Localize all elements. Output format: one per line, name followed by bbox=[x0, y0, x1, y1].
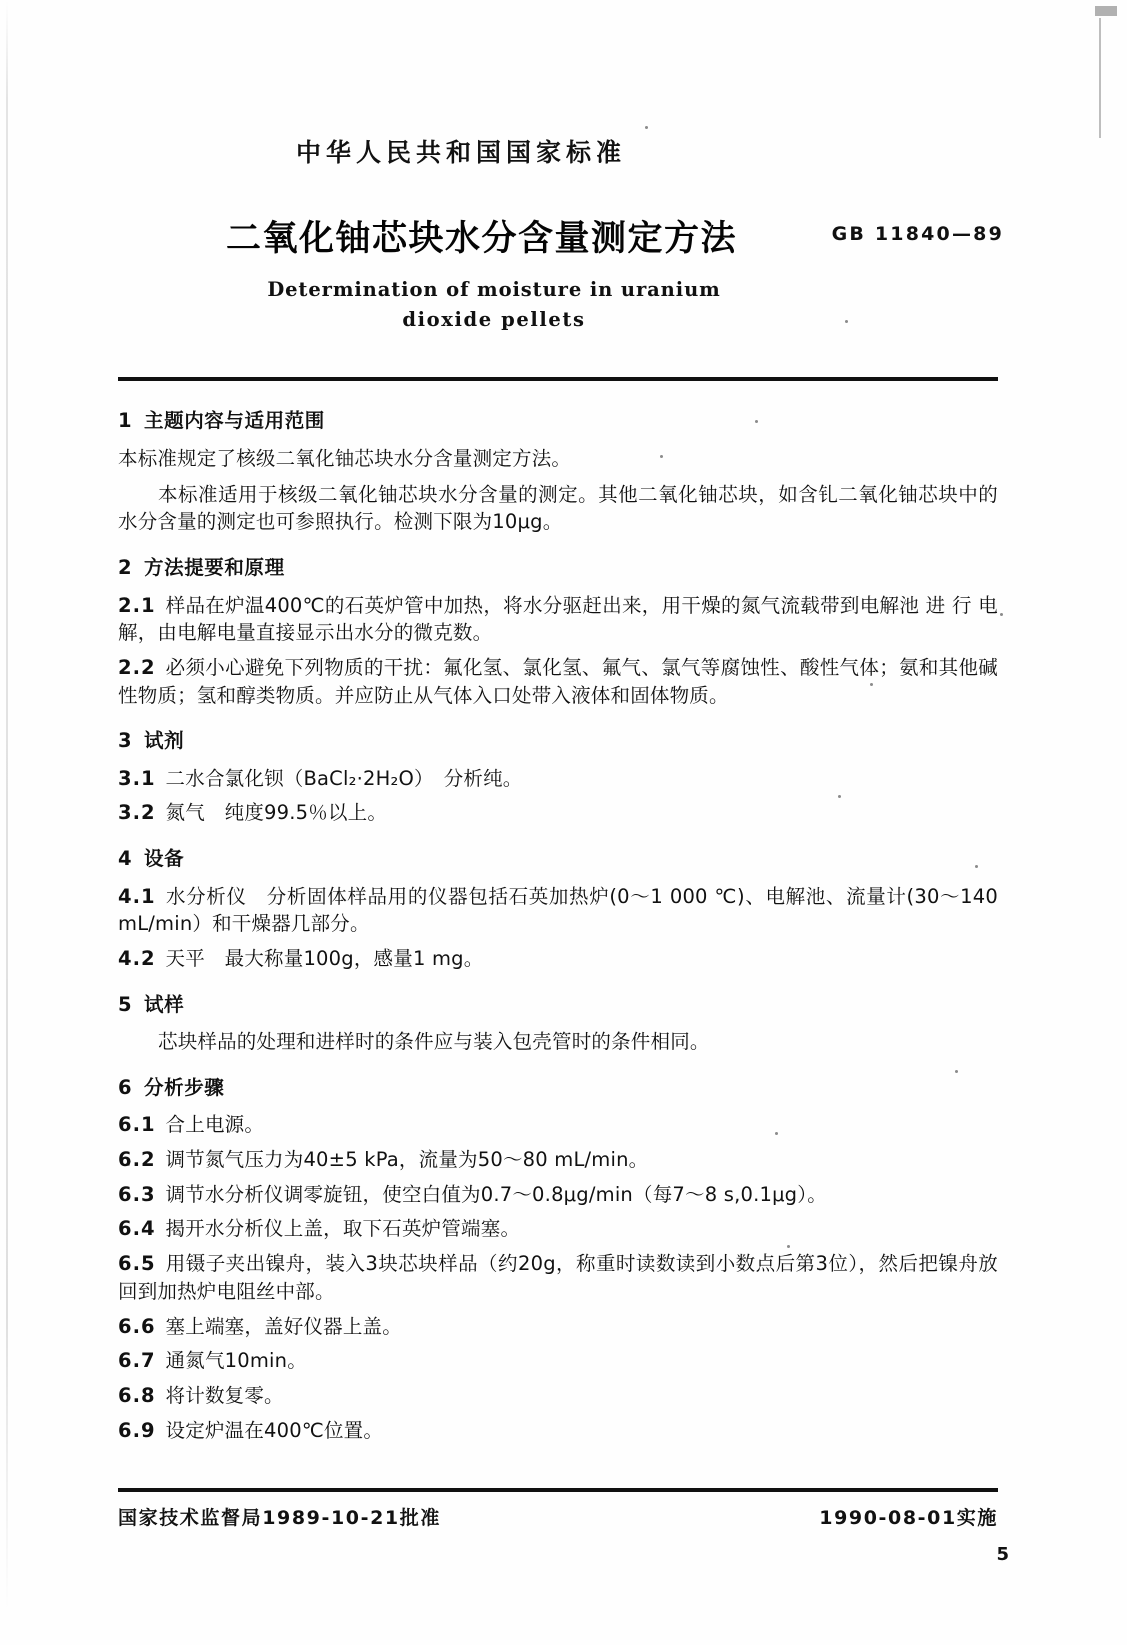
document-kind-heading: 中华人民共和国国家标准 bbox=[296, 138, 627, 167]
clause-number: 3.2 bbox=[118, 801, 156, 825]
clause bbox=[118, 945, 998, 973]
clause-text: 合上电源。 bbox=[165, 1113, 265, 1137]
section-number-5: 5 bbox=[118, 992, 133, 1016]
clause-number: 2.2 bbox=[118, 655, 156, 679]
page-footer bbox=[118, 1503, 998, 1530]
clause bbox=[118, 1250, 998, 1305]
section-title-2: 方法提要和原理 bbox=[144, 556, 285, 579]
clause-number: 2.1 bbox=[118, 593, 156, 617]
header-divider bbox=[118, 377, 998, 381]
standard-number: GB 11840—89 bbox=[831, 223, 1004, 245]
clause-number: 6.1 bbox=[118, 1113, 156, 1137]
clause-text: 样品在炉温400℃的石英炉管中加热，将水分驱赶出来，用干燥的氮气流载带到电解池 进 行 电解，由电解电量直接显示出水分的微克数。 bbox=[118, 593, 998, 645]
section-heading-6 bbox=[118, 1075, 998, 1099]
page-content bbox=[118, 0, 1010, 1451]
clause-number: 4.2 bbox=[118, 947, 156, 970]
clause-number: 4.1 bbox=[118, 884, 156, 908]
clause-number: 6.6 bbox=[118, 1314, 156, 1338]
title-row bbox=[118, 211, 1010, 259]
clause-text: 用镊子夹出镍舟，装入3块芯块样品（约20g，称重时读数读到小数点后第3位），然后把镍舟放回到加热炉电阻丝中部。 bbox=[118, 1252, 998, 1303]
clause-text: 设定炉温在400℃位置。 bbox=[165, 1418, 384, 1442]
section-title-6: 分析步骤 bbox=[144, 1075, 225, 1099]
clause-number: 3.1 bbox=[118, 766, 156, 790]
clause-number: 6.4 bbox=[118, 1217, 156, 1241]
section-heading-1 bbox=[118, 411, 998, 431]
paragraph: 本标准适用于核级二氧化铀芯块水分含量的测定。其他二氧化铀芯块，如含钆二氧化铀芯块中的水分含量的测定也可参照执行。检测下限为10μg。 bbox=[118, 482, 998, 534]
clause bbox=[118, 1215, 998, 1243]
paragraph: 芯块样品的处理和进样时的条件应与装入包壳管时的条件相同。 bbox=[158, 1030, 710, 1054]
clause-text: 塞上端塞，盖好仪器上盖。 bbox=[165, 1314, 402, 1338]
page-title: 二氧化铀芯块水分含量测定方法 bbox=[226, 219, 738, 259]
page-number: 5 bbox=[996, 1544, 1009, 1565]
clause-number: 6.3 bbox=[118, 1182, 156, 1206]
section-title-4: 设备 bbox=[144, 847, 185, 871]
clause-text: 调节氮气压力为40±5 kPa，流量为50～80 mL/min。 bbox=[165, 1148, 649, 1172]
clause-text: 水分析仪 分析固体样品用的仪器包括石英加热炉(0～1 000 ℃)、电解池、流量计(30～140 mL/min）和干燥器几部分。 bbox=[118, 884, 998, 936]
clause bbox=[118, 1111, 998, 1139]
section-heading-4 bbox=[118, 849, 998, 869]
footer-effective-date: 1990-08-01实施 bbox=[819, 1507, 998, 1529]
clause bbox=[118, 883, 998, 938]
section-number-6: 6 bbox=[118, 1075, 133, 1099]
section-number-1: 1 bbox=[118, 409, 133, 433]
clause bbox=[118, 1347, 998, 1375]
clause-text: 揭开水分析仪上盖，取下石英炉管端塞。 bbox=[165, 1217, 521, 1241]
clause-text: 通氮气10min。 bbox=[165, 1349, 307, 1373]
clause-text: 氮气 纯度99.5％以上。 bbox=[165, 801, 388, 825]
clause-number: 6.5 bbox=[118, 1252, 156, 1276]
clause bbox=[118, 654, 998, 709]
section-number-2: 2 bbox=[118, 556, 133, 579]
clause bbox=[118, 799, 998, 827]
clause bbox=[118, 1146, 998, 1174]
clause-text: 二水合氯化钡（BaCl₂·2H₂O） 分析纯。 bbox=[165, 766, 523, 790]
clause bbox=[118, 1313, 998, 1341]
footer-approval: 国家技术监督局1989-10-21批准 bbox=[118, 1507, 441, 1529]
paragraph: 本标准规定了核级二氧化铀芯块水分含量测定方法。 bbox=[118, 446, 572, 470]
title-english bbox=[118, 275, 1010, 335]
section-number-4: 4 bbox=[118, 847, 133, 871]
section-number-3: 3 bbox=[118, 729, 133, 753]
clause bbox=[118, 1417, 998, 1445]
section-title-5: 试样 bbox=[144, 992, 185, 1016]
clause bbox=[118, 1181, 998, 1209]
section-title-3: 试剂 bbox=[144, 729, 185, 753]
title-english-line1: Determination of moisture in uranium bbox=[267, 278, 721, 301]
section-title-1: 主题内容与适用范围 bbox=[144, 409, 325, 433]
clause-text: 将计数复零。 bbox=[165, 1383, 284, 1407]
clause bbox=[118, 592, 998, 647]
clause-text: 调节水分析仪调零旋钮，使空白值为0.7～0.8μg/min（每7～8 s,0.1μg）。 bbox=[165, 1182, 827, 1206]
section-heading-2 bbox=[118, 558, 998, 578]
clause-text: 天平 最大称量100g，感量1 mg。 bbox=[165, 947, 484, 970]
title-english-line2: dioxide pellets bbox=[402, 308, 586, 332]
clause bbox=[118, 765, 998, 793]
clause-number: 6.7 bbox=[118, 1349, 156, 1373]
section-heading-5 bbox=[118, 992, 998, 1016]
document-body bbox=[118, 411, 998, 1444]
clause-number: 6.9 bbox=[118, 1418, 156, 1442]
clause-number: 6.2 bbox=[118, 1148, 156, 1172]
clause-text: 必须小心避免下列物质的干扰：氟化氢、氯化氢、氟气、氯气等腐蚀性、酸性气体；氨和其他碱性物质；氢和醇类物质。并应防止从气体入口处带入液体和固体物质。 bbox=[118, 655, 998, 707]
section-heading-3 bbox=[118, 731, 998, 751]
clause bbox=[118, 1382, 998, 1410]
clause-number: 6.8 bbox=[118, 1383, 156, 1407]
footer-divider bbox=[118, 1488, 998, 1492]
